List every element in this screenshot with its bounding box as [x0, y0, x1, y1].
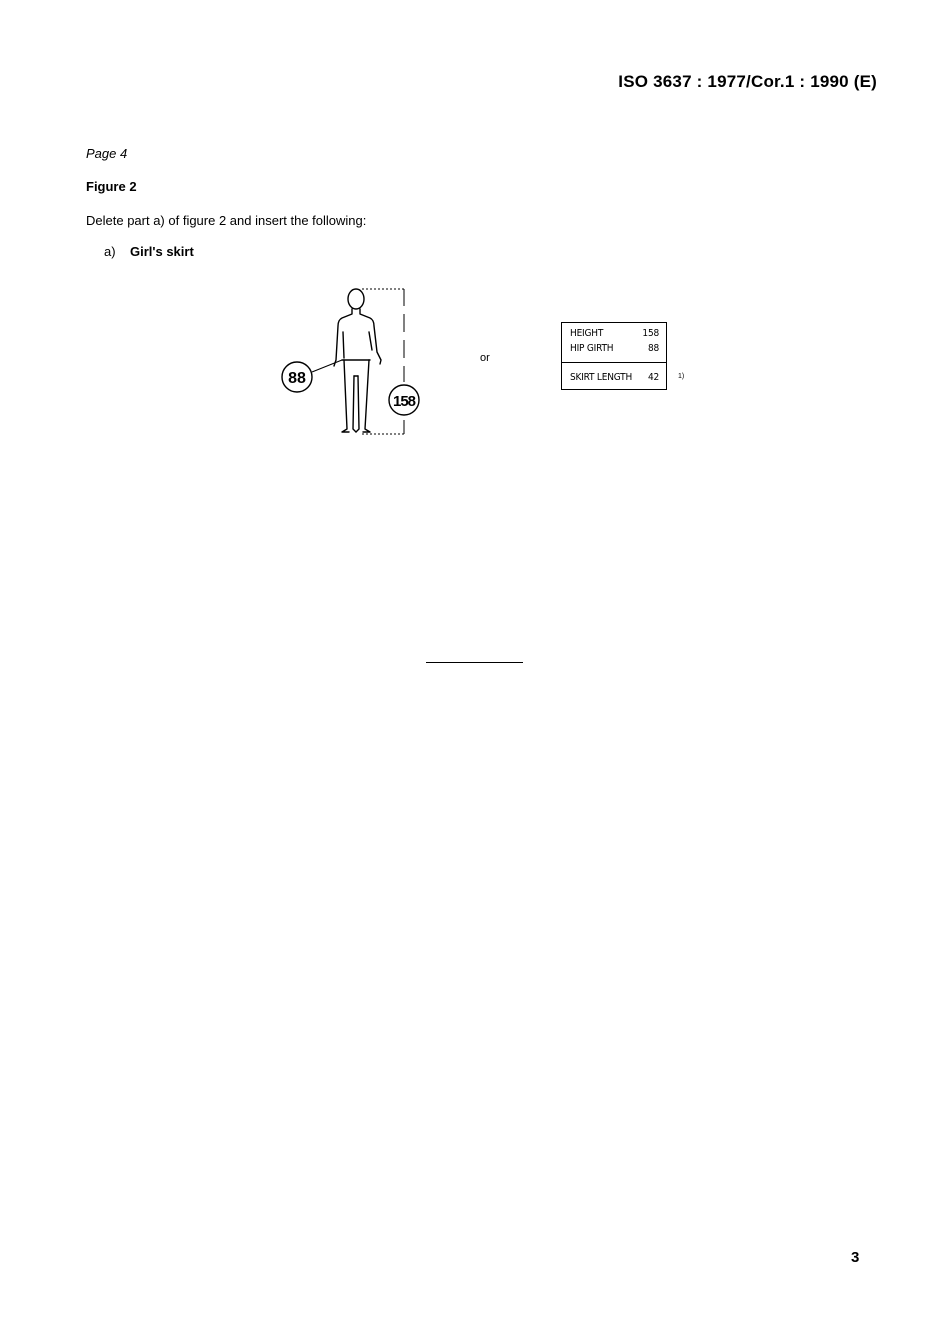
skirt-length-row: [570, 372, 659, 383]
page-reference: Page 4: [86, 146, 128, 161]
list-item-label: a): [104, 244, 116, 259]
height-row: [570, 328, 659, 339]
skirt-length-value: 42: [647, 372, 659, 383]
height-label: HEIGHT: [570, 328, 604, 339]
hip-girth-value: 88: [647, 343, 659, 354]
list-item-girls-skirt: [104, 244, 194, 259]
label-box-divider: [562, 362, 666, 363]
hip-girth-badge-text: 88: [288, 370, 306, 387]
height-badge-text: 158: [392, 393, 416, 410]
list-item-text: Girl's skirt: [130, 244, 194, 259]
hip-girth-label: HIP GIRTH: [570, 343, 614, 354]
body-measurement-pictogram: [278, 284, 428, 444]
skirt-length-label: SKIRT LENGTH: [570, 372, 633, 383]
hip-girth-row: [570, 343, 659, 354]
page-number: 3: [851, 1249, 860, 1266]
footnote-separator: [426, 662, 523, 663]
height-badge: [389, 385, 419, 415]
height-value: 158: [642, 328, 659, 339]
hip-girth-leader-line: [312, 360, 342, 372]
hip-girth-badge: [282, 362, 312, 392]
or-text: or: [480, 352, 490, 364]
document-reference: ISO 3637 : 1977/Cor.1 : 1990 (E): [618, 72, 877, 91]
footnote-mark: 1): [678, 373, 685, 380]
size-label-box: [561, 322, 667, 390]
figure-heading: Figure 2: [86, 179, 137, 194]
instruction-text: Delete part a) of figure 2 and insert the following:: [86, 213, 367, 228]
